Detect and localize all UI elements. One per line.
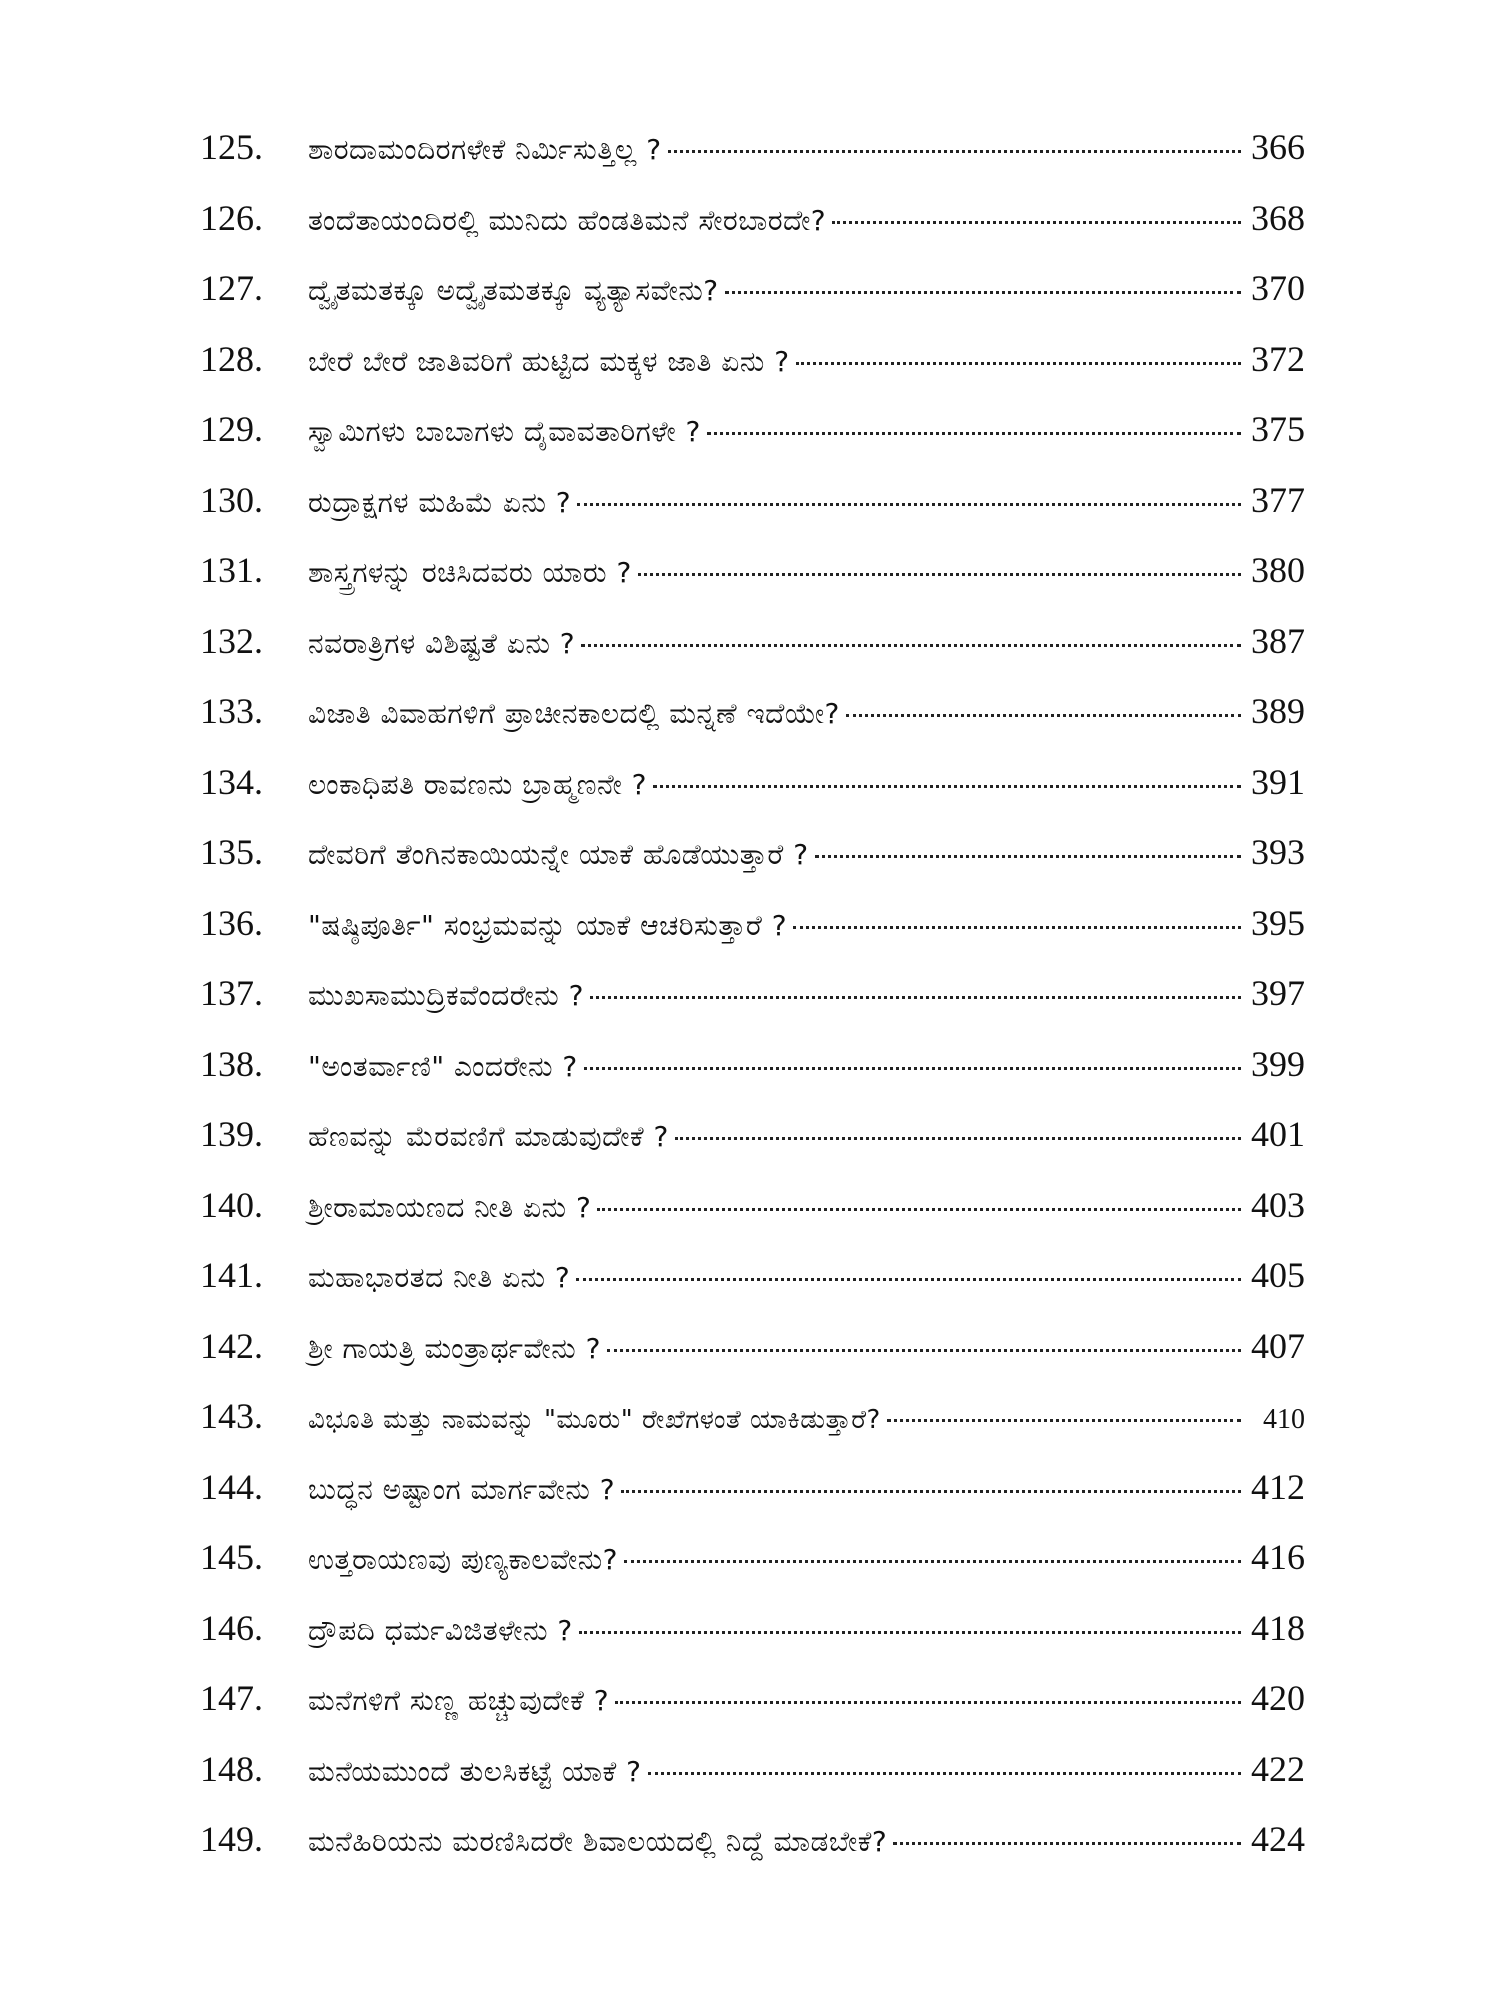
entry-page-number: 416 [1251, 1537, 1305, 1577]
toc-entry-132 [200, 606, 1305, 677]
entry-number: 149. [200, 1819, 263, 1859]
entry-title: ನವರಾತ್ರಿಗಳ ವಿಶಿಷ್ಟತೆ ಏನು ? [308, 626, 576, 660]
entry-title: ಲಂಕಾಧಿಪತಿ ರಾವಣನು ಬ್ರಾಹ್ಮಣನೇ ? [308, 767, 648, 801]
toc-entry-148 [200, 1734, 1305, 1805]
entry-number: 140. [200, 1184, 263, 1225]
toc-entry-142 [200, 1311, 1305, 1382]
entry-number: 145. [200, 1537, 263, 1577]
entry-title: "ಷಷ್ಠಿಪೂರ್ತಿ" ಸಂಭ್ರಮವನ್ನು ಯಾಕೆ ಆಚರಿಸುತ್ತಾರೆ ? [308, 908, 788, 942]
toc-entry-126 [200, 183, 1305, 254]
entry-number: 132. [200, 620, 263, 661]
entry-title: ಸ್ವಾಮಿಗಳು ಬಾಬಾಗಳು ದೈವಾವತಾರಿಗಳೇ ? [308, 415, 701, 448]
entry-number: 142. [200, 1325, 263, 1366]
entry-title: ಬೇರೆ ಬೇರೆ ಜಾತಿವರಿಗೆ ಹುಟ್ಟಿದ ಮಕ್ಕಳ ಜಾತಿ ಏನು ? [308, 344, 790, 378]
dot-leader [793, 926, 1241, 929]
entry-page-number: 424 [1251, 1819, 1305, 1859]
entry-page-number: 387 [1251, 620, 1305, 661]
dot-leader [846, 714, 1241, 717]
toc-entry-125 [200, 112, 1305, 183]
toc-entry-136 [200, 888, 1305, 959]
toc-entry-128 [200, 324, 1305, 395]
entry-title: ಶ್ರೀ ಗಾಯತ್ರಿ ಮಂತ್ರಾರ್ಥವೇನು ? [308, 1331, 601, 1365]
entry-number: 129. [200, 409, 263, 449]
entry-page-number: 422 [1251, 1748, 1305, 1789]
entry-title: ಮಹಾಭಾರತದ ನೀತಿ ಏನು ? [308, 1261, 571, 1294]
entry-page-number: 370 [1251, 268, 1305, 308]
entry-number: 125. [200, 127, 263, 167]
toc-entry-138 [200, 1029, 1305, 1100]
entry-page-number: 397 [1251, 973, 1305, 1013]
dot-leader [581, 644, 1241, 647]
entry-number: 148. [200, 1748, 263, 1789]
entry-number: 130. [200, 479, 263, 520]
entry-page-number: 377 [1251, 479, 1305, 520]
dot-leader [725, 291, 1241, 294]
entry-title: ದ್ರೌಪದಿ ಧರ್ಮವಿಜಿತಳೇನು ? [308, 1613, 573, 1647]
entry-page-number: 405 [1251, 1255, 1305, 1295]
entry-number: 141. [200, 1255, 263, 1295]
entry-number: 139. [200, 1114, 263, 1154]
entry-page-number: 403 [1251, 1184, 1305, 1225]
entry-number: 143. [200, 1396, 263, 1436]
dot-leader [624, 1560, 1241, 1563]
entry-page-number: 399 [1251, 1043, 1305, 1084]
entry-page-number: 410 [1263, 1404, 1305, 1435]
toc-entry-141 [200, 1240, 1305, 1311]
entry-title: ಮನೆಹಿರಿಯನು ಮರಣಿಸಿದರೇ ಶಿವಾಲಯದಲ್ಲಿ ನಿದ್ದೆ ಮಾಡಬೇಕೆ? [308, 1825, 888, 1858]
dot-leader [576, 1278, 1241, 1281]
entry-number: 135. [200, 832, 263, 872]
entry-title: ವಿಭೂತಿ ಮತ್ತು ನಾಮವನ್ನು "ಮೂರು" ರೇಖೆಗಳಂತೆ ಯಾಕಿಡುತ್ತಾರೆ? [308, 1405, 881, 1435]
entry-title: ರುದ್ರಾಕ್ಷಗಳ ಮಹಿಮೆ ಏನು ? [308, 485, 572, 519]
dot-leader [887, 1419, 1241, 1422]
entry-page-number: 380 [1251, 550, 1305, 590]
dot-leader [796, 362, 1241, 365]
entry-title: "ಅಂತರ್ವಾಣಿ" ಎಂದರೇನು ? [308, 1049, 578, 1083]
dot-leader [597, 1208, 1241, 1211]
entry-page-number: 401 [1251, 1114, 1305, 1154]
entry-number: 133. [200, 691, 263, 731]
toc-entry-146 [200, 1593, 1305, 1664]
toc-entry-127 [200, 253, 1305, 324]
toc-entry-130 [200, 465, 1305, 536]
entry-number: 126. [200, 197, 263, 238]
entry-number: 144. [200, 1466, 263, 1507]
entry-page-number: 395 [1251, 902, 1305, 943]
dot-leader [675, 1137, 1241, 1140]
entry-title: ಶಾರದಾಮಂದಿರಗಳೇಕೆ ನಿರ್ಮಿಸುತ್ತಿಲ್ಲ ? [308, 133, 662, 166]
toc-entry-137 [200, 958, 1305, 1029]
toc-entry-143 [200, 1381, 1305, 1452]
toc-entry-147 [200, 1663, 1305, 1734]
entry-page-number: 366 [1251, 127, 1305, 167]
entry-title: ಬುದ್ಧನ ಅಷ್ಟಾಂಗ ಮಾರ್ಗವೇನು ? [308, 1472, 616, 1506]
toc-entry-140 [200, 1170, 1305, 1241]
entry-number: 134. [200, 761, 263, 802]
dot-leader [579, 1631, 1241, 1634]
entry-title: ಮುಖಸಾಮುದ್ರಿಕವೆಂದರೇನು ? [308, 979, 584, 1012]
toc-entry-134 [200, 747, 1305, 818]
dot-leader [638, 573, 1241, 576]
dot-leader [577, 503, 1241, 506]
entry-title: ಮನೆಗಳಿಗೆ ಸುಣ್ಣ ಹಚ್ಚುವುದೇಕೆ ? [308, 1684, 610, 1717]
entry-title: ವಿಜಾತಿ ವಿವಾಹಗಳಿಗೆ ಪ್ರಾಚೀನಕಾಲದಲ್ಲಿ ಮನ್ನಣೆ ಇದೆಯೇ? [308, 697, 840, 730]
entry-number: 136. [200, 902, 263, 943]
dot-leader [584, 1067, 1241, 1070]
entry-number: 147. [200, 1678, 263, 1718]
entry-title: ಉತ್ತರಾಯಣವು ಪುಣ್ಯಕಾಲವೇನು? [308, 1543, 619, 1576]
dot-leader [832, 221, 1241, 224]
entry-page-number: 372 [1251, 338, 1305, 379]
entry-number: 146. [200, 1607, 263, 1648]
dot-leader [815, 855, 1241, 858]
entry-page-number: 420 [1251, 1678, 1305, 1718]
entry-title: ತಂದೆತಾಯಂದಿರಲ್ಲಿ ಮುನಿದು ಹೆಂಡತಿಮನೆ ಸೇರಬಾರದೇ? [308, 203, 827, 237]
toc-entry-145 [200, 1522, 1305, 1593]
entry-page-number: 375 [1251, 409, 1305, 449]
dot-leader [653, 785, 1241, 788]
entry-number: 138. [200, 1043, 263, 1084]
dot-leader [615, 1701, 1241, 1704]
entry-page-number: 389 [1251, 691, 1305, 731]
dot-leader [668, 150, 1241, 153]
entry-page-number: 418 [1251, 1607, 1305, 1648]
dot-leader [707, 432, 1241, 435]
dot-leader [621, 1490, 1241, 1493]
toc-entry-139 [200, 1099, 1305, 1170]
entry-title: ಶಾಸ್ತ್ರಗಳನ್ನು ರಚಿಸಿದವರು ಯಾರು ? [308, 556, 632, 589]
toc-entry-149 [200, 1804, 1305, 1875]
entry-number: 128. [200, 338, 263, 379]
entry-title: ಮನೆಯಮುಂದೆ ತುಲಸಿಕಟ್ಟೆ ಯಾಕೆ ? [308, 1754, 642, 1788]
entry-page-number: 393 [1251, 832, 1305, 872]
dot-leader [893, 1842, 1241, 1845]
toc-entry-131 [200, 535, 1305, 606]
entry-page-number: 368 [1251, 197, 1305, 238]
dot-leader [607, 1349, 1241, 1352]
toc-entry-144 [200, 1452, 1305, 1523]
entry-title: ಶ್ರೀರಾಮಾಯಣದ ನೀತಿ ಏನು ? [308, 1190, 592, 1224]
entry-page-number: 412 [1251, 1466, 1305, 1507]
dot-leader [590, 996, 1241, 999]
toc-entry-133 [200, 676, 1305, 747]
toc-entry-129 [200, 394, 1305, 465]
entry-title: ದ್ವೈತಮತಕ್ಕೂ ಅದ್ವೈತಮತಕ್ಕೂ ವ್ಯತ್ಯಾಸವೇನು? [308, 274, 719, 307]
toc-entry-135 [200, 817, 1305, 888]
entry-number: 127. [200, 268, 263, 308]
entry-number: 131. [200, 550, 263, 590]
entry-page-number: 407 [1251, 1325, 1305, 1366]
entry-title: ಹೆಣವನ್ನು ಮೆರವಣಿಗೆ ಮಾಡುವುದೇಕೆ ? [308, 1120, 669, 1153]
dot-leader [648, 1772, 1241, 1775]
table-of-contents [200, 112, 1305, 1875]
entry-title: ದೇವರಿಗೆ ತೆಂಗಿನಕಾಯಿಯನ್ನೇ ಯಾಕೆ ಹೊಡೆಯುತ್ತಾರೆ ? [308, 838, 809, 871]
entry-number: 137. [200, 973, 263, 1013]
entry-page-number: 391 [1251, 761, 1305, 802]
